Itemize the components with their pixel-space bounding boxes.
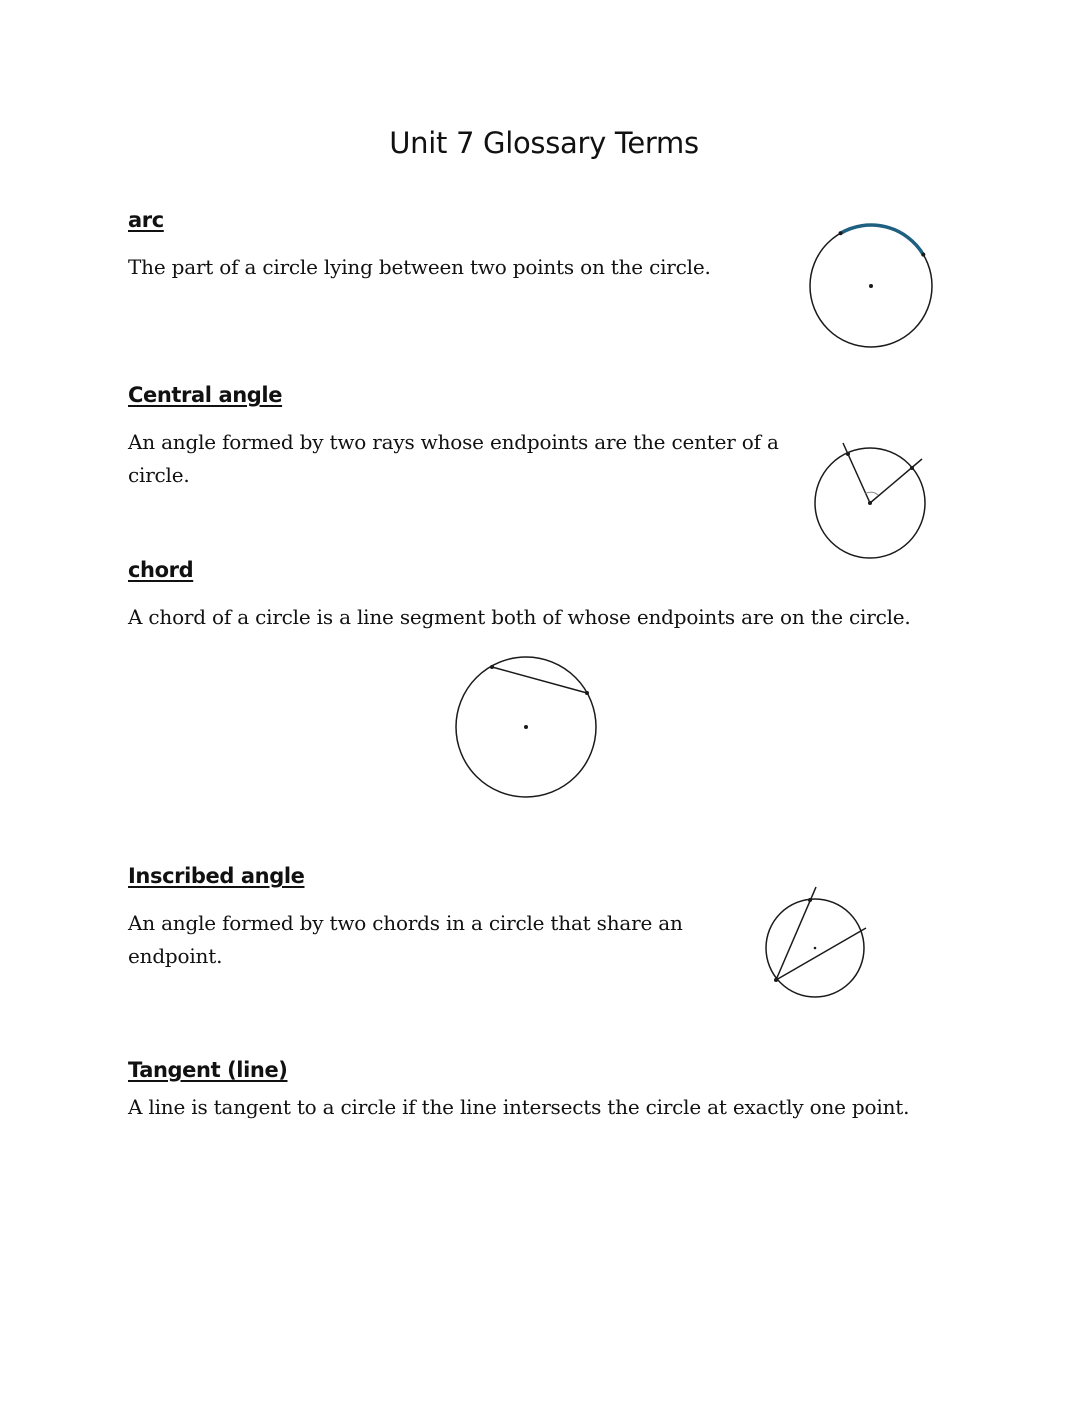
- definition-chord: A chord of a circle is a line segment both of whose endpoints are on the circle.: [128, 605, 911, 629]
- arc-endpoint: [921, 253, 925, 257]
- arc-highlight: [841, 225, 924, 255]
- central-angle-ray: [843, 443, 870, 503]
- definition-inscribed-angle: An angle formed by two chords in a circle that share an endpoint.: [128, 911, 683, 968]
- angle-mark: [866, 492, 879, 495]
- circle-center-point: [814, 947, 817, 950]
- inscribed-angle-chord: [776, 928, 866, 980]
- term-arc: arc: [128, 208, 164, 232]
- term-chord: chord: [128, 558, 194, 582]
- central-angle-diagram: [800, 435, 940, 570]
- definition-arc: The part of a circle lying between two points on the circle.: [128, 255, 711, 279]
- chord-endpoint: [490, 665, 494, 669]
- inscribed-angle-diagram: [755, 880, 880, 1005]
- page-title: Unit 7 Glossary Terms: [389, 126, 699, 160]
- chord-endpoint: [585, 691, 589, 695]
- ray-circle-intersection: [846, 452, 850, 456]
- circle-center-point: [868, 501, 872, 505]
- circle-center-point: [869, 284, 873, 288]
- arc-diagram: [800, 215, 945, 360]
- shared-endpoint: [774, 978, 778, 982]
- definition-tangent-line: A line is tangent to a circle if the line intersects the circle at exactly one point.: [128, 1095, 910, 1119]
- circle-center-point: [524, 725, 528, 729]
- chord-diagram: [450, 650, 605, 805]
- arc-endpoint: [839, 231, 843, 235]
- term-tangent-line: Tangent (line): [128, 1058, 288, 1082]
- term-central-angle: Central angle: [128, 383, 283, 407]
- chord-segment: [492, 667, 587, 693]
- definition-central-angle: An angle formed by two rays whose endpoints are the center of a circle.: [128, 430, 779, 487]
- ray-circle-intersection: [910, 466, 914, 470]
- chord-endpoint: [808, 898, 812, 902]
- term-inscribed-angle: Inscribed angle: [128, 864, 305, 888]
- central-angle-ray: [870, 459, 922, 503]
